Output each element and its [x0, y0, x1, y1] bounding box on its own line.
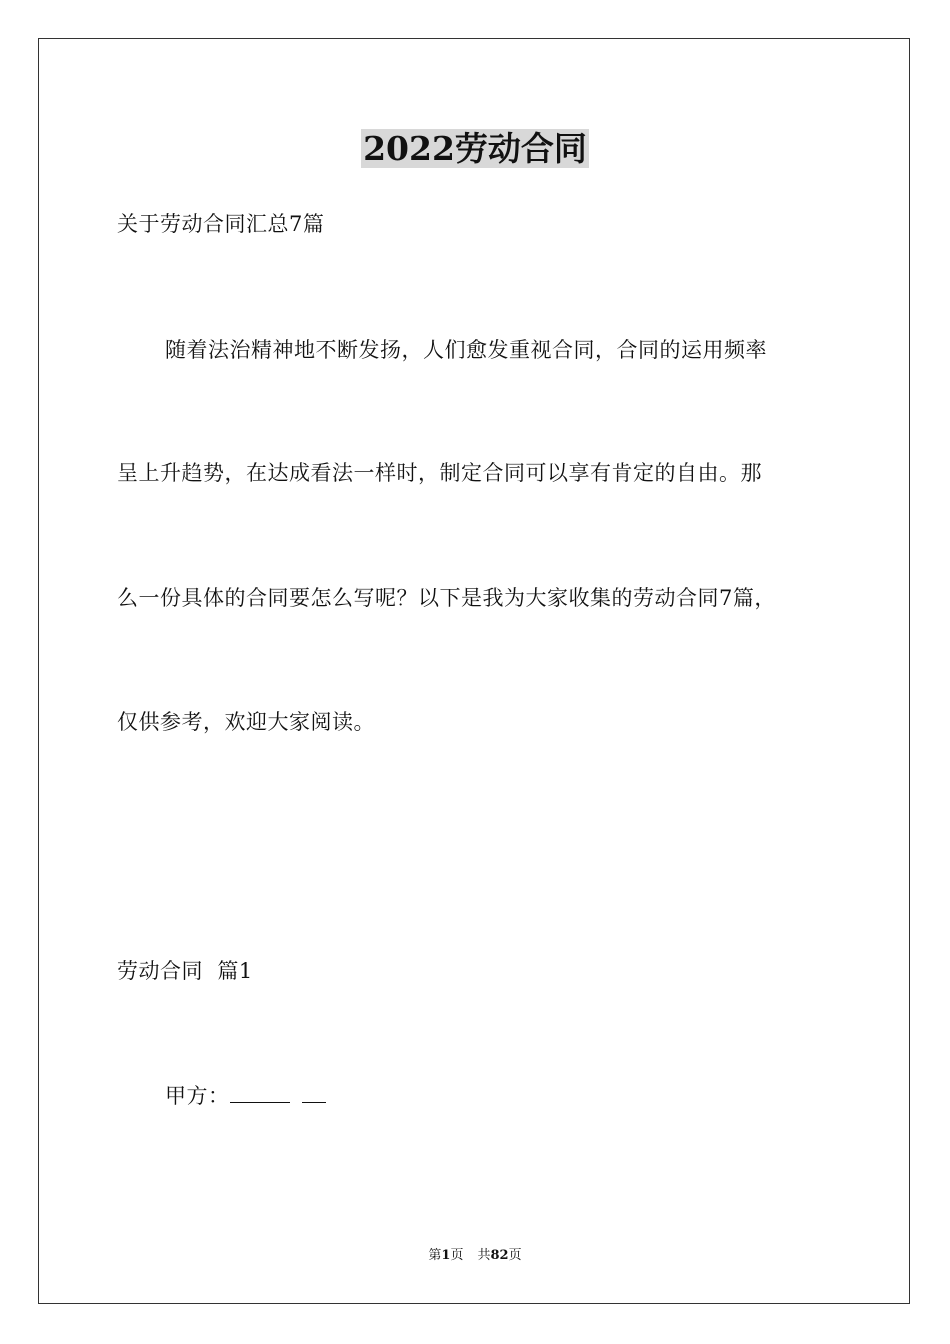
document-subtitle: 关于劳动合同汇总7篇: [117, 212, 325, 236]
footer-page-number: 1: [441, 1248, 451, 1263]
footer-page-prefix: 第: [428, 1248, 442, 1263]
document-title: [0, 124, 950, 174]
party-a-label: 甲方：: [165, 1084, 230, 1108]
intro-line-2: 呈上升趋势，在达成看法一样时，制定合同可以享有肯定的自由。那: [117, 461, 762, 485]
footer-total-pages: 82: [490, 1248, 509, 1263]
intro-line-4: 仅供参考，欢迎大家阅读。: [117, 710, 375, 734]
intro-line-3: 么一份具体的合同要怎么写呢？以下是我为大家收集的劳动合同7篇，: [117, 586, 776, 610]
page-footer: [0, 1247, 950, 1265]
section-heading: 劳动合同 篇1: [117, 959, 253, 983]
footer-total-prefix: 共: [477, 1248, 491, 1263]
party-a-blank-2: [302, 1084, 326, 1103]
intro-line-1: 随着法治精神地不断发扬，人们愈发重视合同，合同的运用频率: [165, 338, 767, 362]
party-a-row: [165, 1081, 326, 1111]
footer-page-suffix: 页: [450, 1248, 464, 1263]
document-title-text: 2022劳动合同: [363, 129, 587, 168]
party-a-blank: [230, 1084, 290, 1103]
footer-total-suffix: 页: [508, 1248, 522, 1263]
